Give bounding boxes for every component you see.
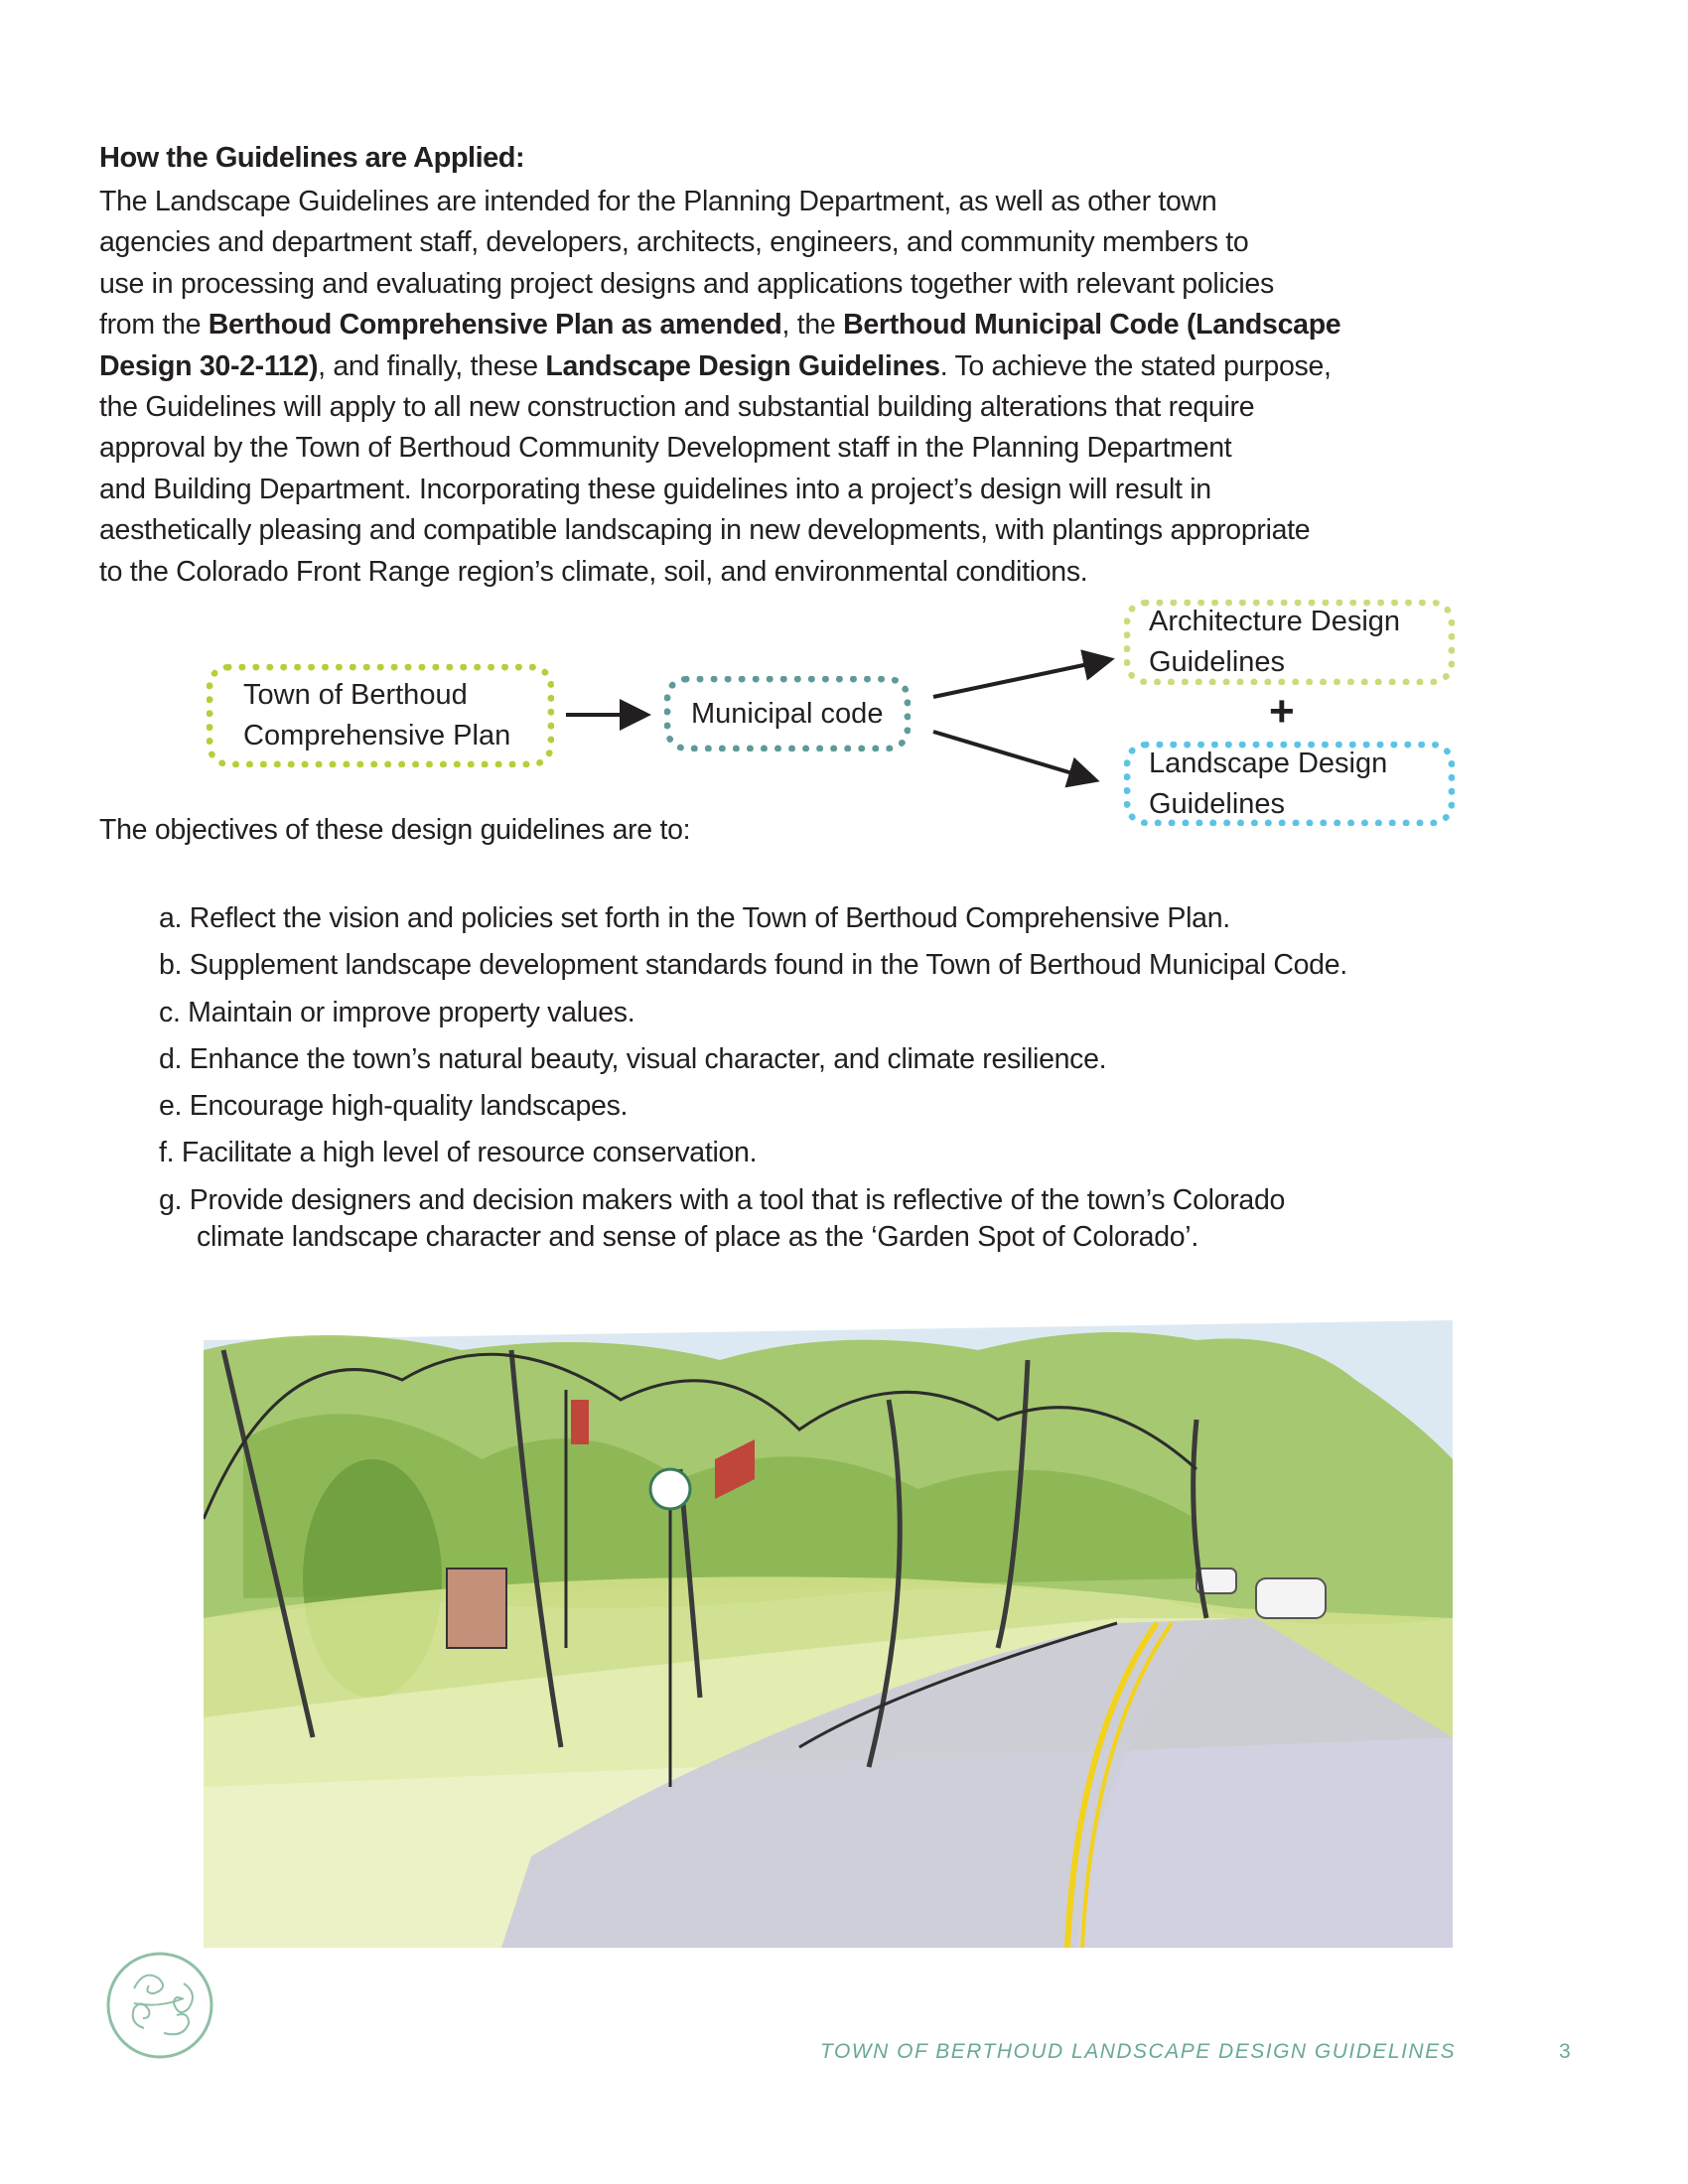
list-item: e. Encourage high-quality landscapes.: [159, 1090, 629, 1123]
body-line: and Building Department. Incorporating these guidelines into a project’s design will result in: [99, 473, 1211, 505]
bold-text: Berthoud Municipal Code (Landscape: [843, 309, 1341, 341]
arrow-icon: [933, 660, 1107, 697]
body-line: the Guidelines will apply to all new construction and substantial building alterations that require: [99, 391, 1255, 424]
list-item: [159, 1177, 1347, 1256]
box-label: Landscape Design: [1149, 747, 1388, 779]
diagram-arrows: [0, 0, 1688, 893]
bold-text: Berthoud Comprehensive Plan as amended: [208, 309, 782, 341]
list-item: c. Maintain or improve property values.: [159, 996, 635, 1028]
body-line: use in processing and evaluating project designs and applications together with relevant policies: [99, 267, 1274, 300]
text: , and finally, these: [318, 349, 546, 382]
box-label: Architecture Design: [1149, 606, 1401, 637]
page-number: 3: [1559, 2040, 1571, 2063]
body-line: aesthetically pleasing and compatible landscaping in new developments, with plantings appropriate: [99, 514, 1311, 547]
item-text: g. Provide designers and decision makers with a tool that is reflective of the town’s Colorado: [159, 1183, 1286, 1216]
text: , the: [781, 309, 844, 341]
body-line: to the Colorado Front Range region’s climate, soil, and environmental conditions.: [99, 555, 1088, 588]
list-item: d. Enhance the town’s natural beauty, visual character, and climate resilience.: [159, 1042, 1107, 1075]
town-seal-logo: [104, 1949, 215, 2063]
bold-text: Landscape Design Guidelines: [545, 349, 940, 382]
text: . To achieve the stated purpose,: [939, 349, 1332, 382]
arrow-icon: [933, 732, 1092, 779]
item-continuation: climate landscape character and sense of place as the ‘Garden Spot of Colorado’.: [197, 1221, 1198, 1254]
text: from the: [99, 309, 209, 341]
objectives-intro: The objectives of these design guidelines are to:: [99, 814, 691, 846]
plus-sign: +: [1269, 687, 1295, 736]
box-label: Town of Berthoud: [243, 679, 468, 711]
body-line: The Landscape Guidelines are intended for the Planning Department, as well as other town: [99, 186, 1217, 217]
section-heading: How the Guidelines are Applied:: [99, 142, 525, 174]
bold-text: Design 30-2-112): [99, 349, 319, 382]
list-item: b. Supplement landscape development standards found in the Town of Berthoud Municipal Code.: [159, 949, 1347, 982]
body-line: agencies and department staff, developers, architects, engineers, and community members to: [99, 226, 1249, 259]
box-label: Guidelines: [1149, 646, 1286, 678]
box-label: Guidelines: [1149, 787, 1286, 820]
box-label: Comprehensive Plan: [243, 720, 511, 751]
objectives-list: [159, 895, 1347, 1256]
body-line: approval by the Town of Berthoud Community Development staff in the Planning Department: [99, 432, 1232, 465]
street-illustration: [204, 1320, 1453, 1948]
box-label: Municipal code: [691, 697, 884, 730]
list-item: a. Reflect the vision and policies set forth in the Town of Berthoud Comprehensive Plan.: [159, 902, 1230, 934]
list-item: f. Facilitate a high level of resource conservation.: [159, 1137, 758, 1169]
footer-document-title: TOWN OF BERTHOUD LANDSCAPE DESIGN GUIDELINES: [820, 2040, 1457, 2063]
